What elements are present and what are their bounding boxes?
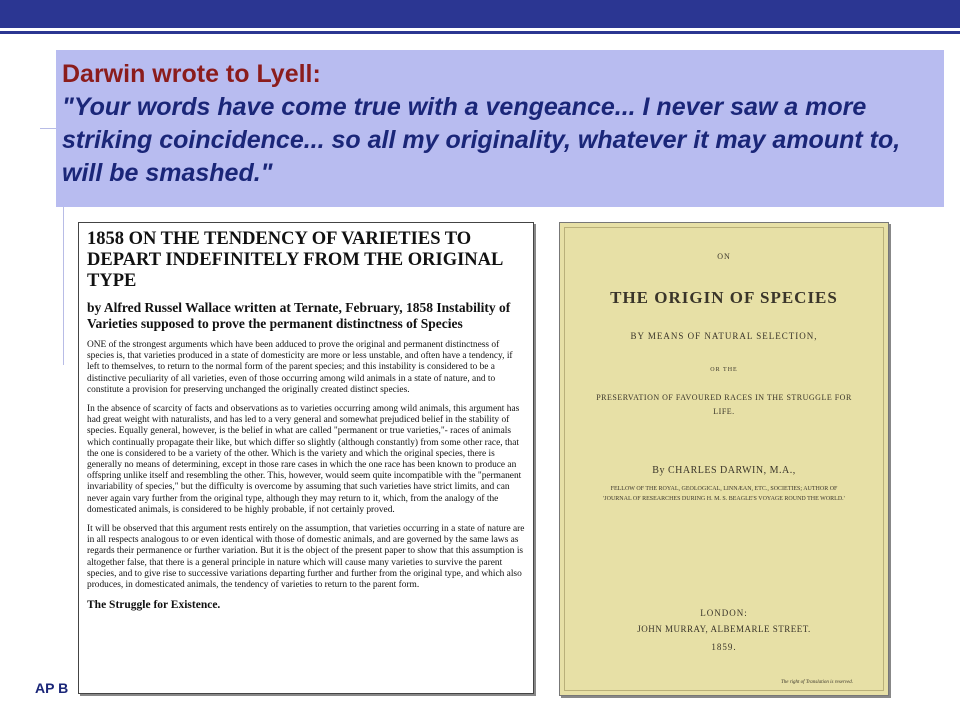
slide-header-rule — [0, 31, 960, 34]
wallace-paper-image — [78, 222, 534, 694]
book-year: 1859. — [711, 642, 737, 652]
book-preservation: PRESERVATION OF FAVOURED RACES IN THE STRUGGLE FOR LIFE. — [596, 393, 852, 416]
book-rights: The right of Translation is reserved. — [780, 680, 853, 685]
title-page-border — [564, 227, 884, 691]
paper-byline: by Alfred Russel Wallace written at Ternate, February, 1858 Instability of Varieties supposed to prove the permanent distinctness of Species — [87, 300, 511, 331]
origin-of-species-title-page — [559, 222, 889, 696]
book-author: By CHARLES DARWIN, M.A., — [652, 465, 796, 476]
paper-paragraph: It will be observed that this argument rests entirely on the assumption, that varieties occurring in a state of nature are in all respects analogous to or even identical with those of domestic animals, and are governed by the same laws as regards their permanence or further variation. But it is the object of the present paper to show that this assumption is altogether false, that there is a general principle in nature which will cause many varieties to survive the parent species, and to give rise to successive variations departing further and further from the original type, and which also produces, in domesticated animals, the tendency of varieties to return to the parent form. — [87, 524, 525, 591]
decorative-vertical-rule — [63, 205, 64, 365]
book-subtitle: BY MEANS OF NATURAL SELECTION, — [630, 331, 818, 341]
book-publisher: JOHN MURRAY, ALBEMARLE STREET. — [637, 624, 811, 634]
book-city: LONDON: — [700, 608, 748, 618]
paper-title: 1858 ON THE TENDENCY OF VARIETIES TO DEPART INDEFINITELY FROM THE ORIGINAL TYPE — [87, 229, 503, 291]
paper-paragraph: In the absence of scarcity of facts and observations as to varieties occurring among wild animals, this argument has had great weight with naturalists, and has led to a very general and somewhat prejudiced belief in the stability of species. Equally general, however, is the belief in what are called "permanent or true varieties,"- races of animals which continually propagate their like, but which differ so slightly (although constantly) from some other race, that the one is considered to be a variety of the other. Which is the variety and which the original species, there is generally no means of determining, except in those rare cases in which the one race has been known to produce an offspring unlike itself and resembling the other. This, however, would seem quite incompatible with the "permanent invariability of species," but the difficulty is overcome by assuming that such varieties have strict limits, and can never again vary further from the original type, although they may return to it, which, from the analogy of the domesticated animals, is considered to be highly probable, if not certainly proved. — [87, 404, 522, 515]
paper-paragraph: ONE of the strongest arguments which have been adduced to prove the original and permanent distinctness of species is, that varieties produced in a state of domesticity are more or less unstable, and often have a tendency, if left to themselves, to return to the normal form of the parent species; and this instability is considered to be a distinctive peculiarity of all varieties, even of those occurring among wild animals in a state of nature, and to constitute a provision for preserving unchanged the originally created distinct species. — [87, 340, 513, 395]
quote-box — [56, 50, 944, 207]
quote-text: "Your words have come true with a vengeance... I never saw a more striking coincidence... so all my originality, whatever it may amount to, will be smashed." — [62, 93, 901, 187]
book-on: ON — [717, 252, 731, 261]
book-author-credentials: FELLOW OF THE ROYAL, GEOLOGICAL, LINNÆAN, ETC., SOCIETIES; AUTHOR OF 'JOURNAL OF RESEARCHES DURING H. M. S. BEAGLE'S VOYAGE ROUND THE WORLD.' — [603, 486, 845, 502]
slide-footer-label: AP B — [35, 680, 69, 696]
quote-title: Darwin wrote to Lyell: — [62, 60, 321, 88]
slide-header-bar — [0, 0, 960, 28]
book-or: OR THE — [710, 367, 738, 373]
book-title: THE ORIGIN OF SPECIES — [610, 288, 838, 307]
paper-section-heading: The Struggle for Existence. — [87, 599, 221, 612]
